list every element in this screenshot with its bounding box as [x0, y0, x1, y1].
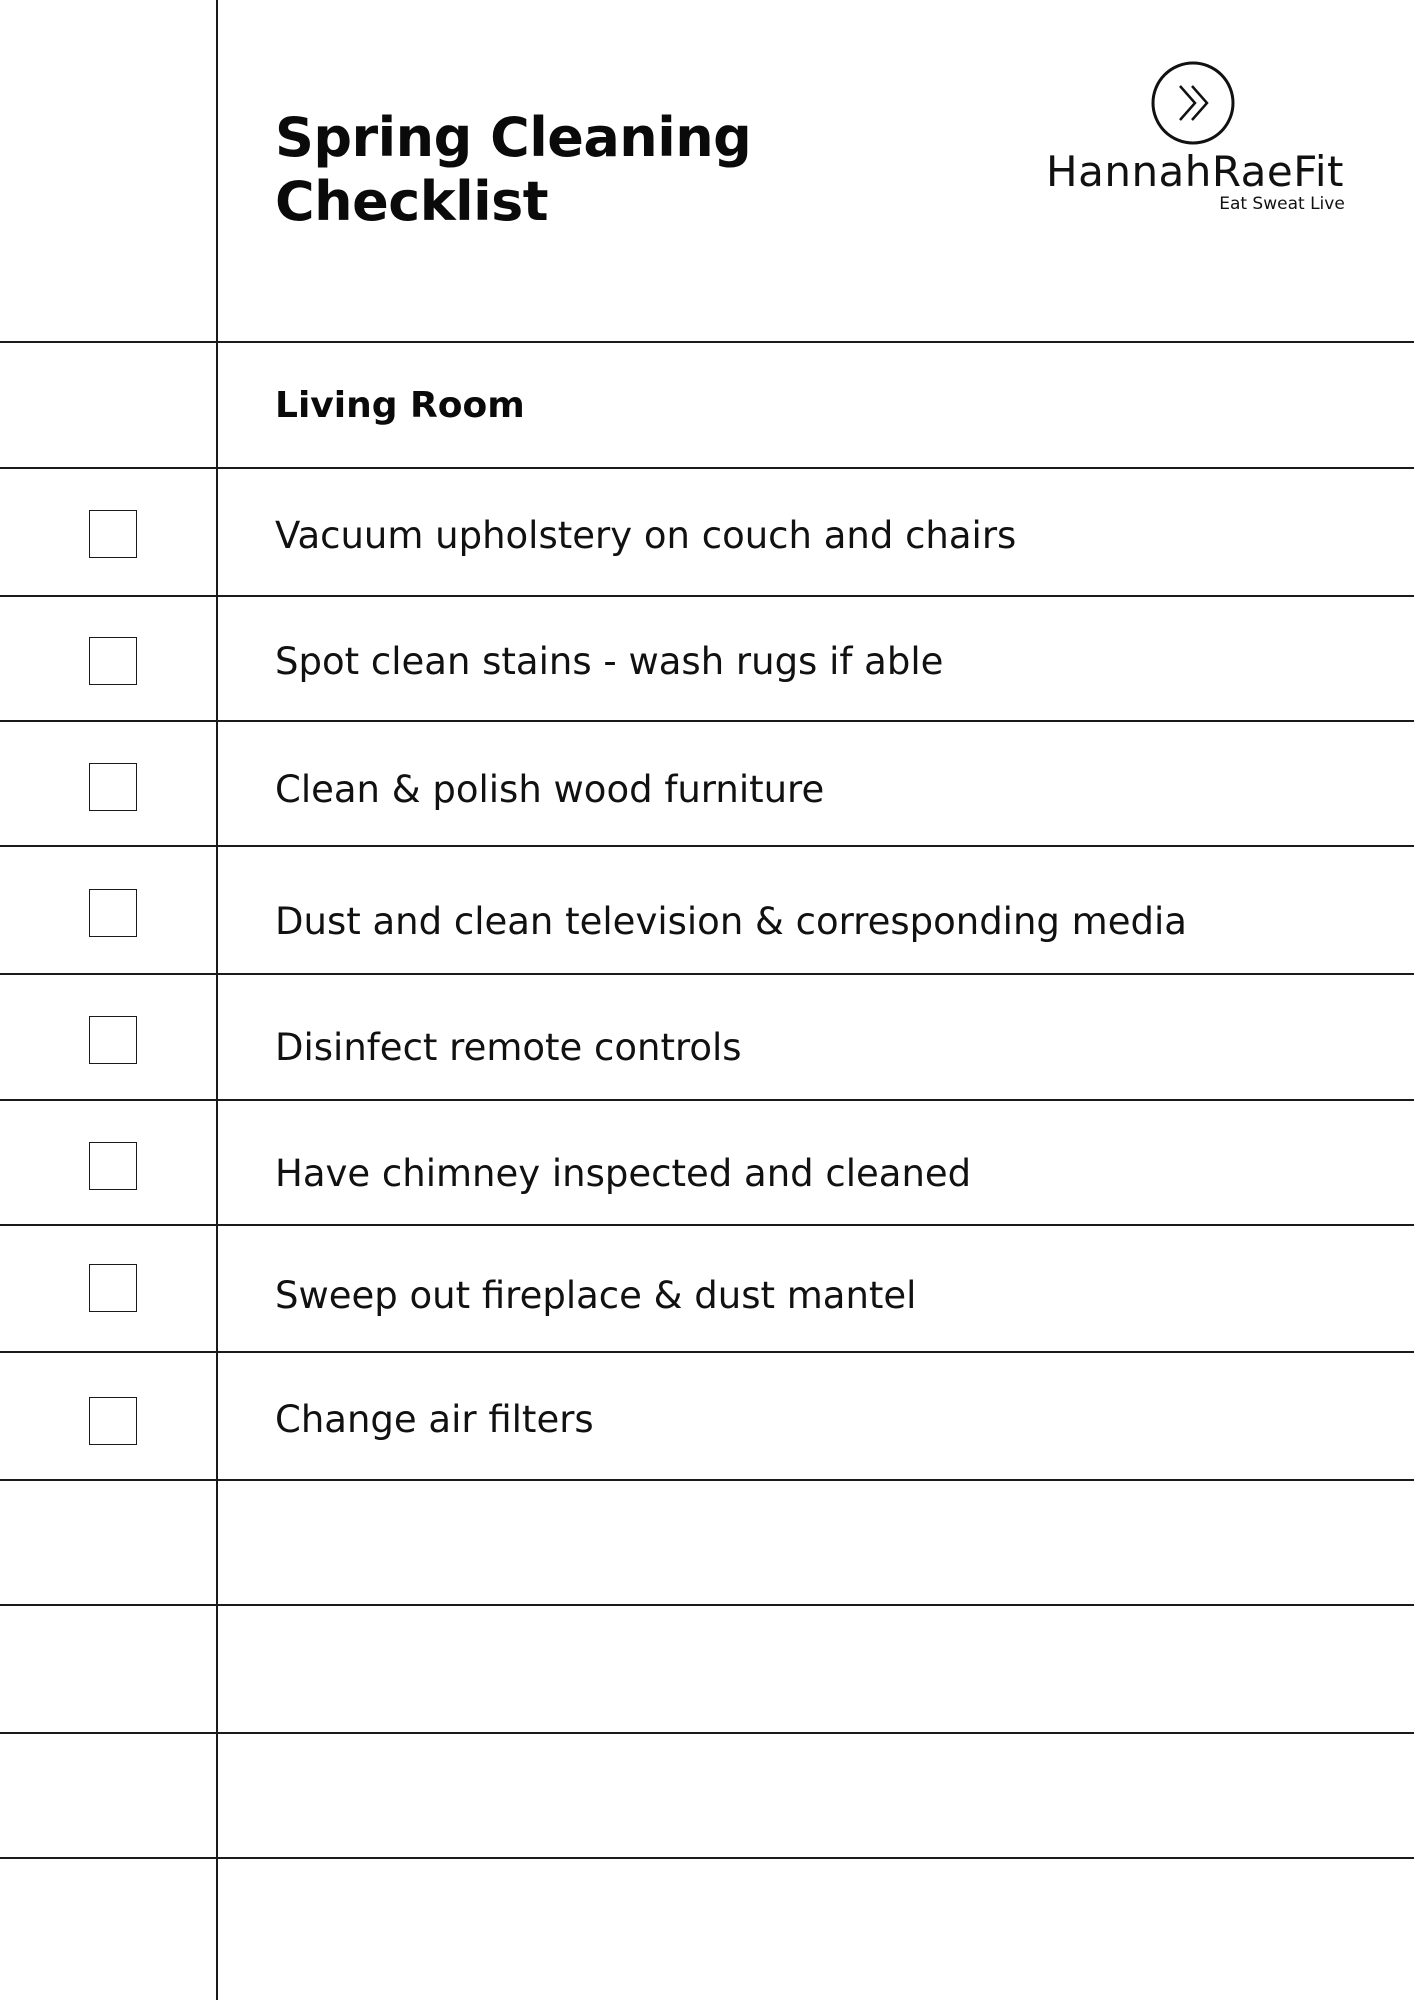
row-divider — [0, 1857, 1414, 1859]
checkbox-item-3[interactable] — [89, 763, 137, 811]
row-divider — [0, 1099, 1414, 1101]
checkbox-item-6[interactable] — [89, 1142, 137, 1190]
row-divider — [0, 1479, 1414, 1481]
row-divider — [0, 720, 1414, 722]
brand-block — [1030, 56, 1360, 226]
row-divider — [0, 595, 1414, 597]
row-divider — [0, 1224, 1414, 1226]
checklist-item-label: Spot clean stains - wash rugs if able — [275, 640, 944, 683]
row-divider — [0, 341, 1414, 343]
row-divider — [0, 467, 1414, 469]
row-divider — [0, 1732, 1414, 1734]
checkbox-item-5[interactable] — [89, 1016, 137, 1064]
page-title-line-1: Spring Cleaning — [275, 106, 752, 169]
page-title — [275, 106, 751, 234]
checklist-item-label: Disinfect remote controls — [275, 1026, 742, 1069]
checkbox-item-4[interactable] — [89, 889, 137, 937]
checklist-item-label: Dust and clean television & corresponding media — [275, 900, 1187, 943]
checklist-item-label: Sweep out fireplace & dust mantel — [275, 1274, 917, 1317]
section-title: Living Room — [275, 385, 525, 426]
double-chevron-right-circle-icon — [1150, 60, 1236, 146]
row-divider — [0, 845, 1414, 847]
row-divider — [0, 1604, 1414, 1606]
checklist-item-label: Vacuum upholstery on couch and chairs — [275, 514, 1017, 557]
brand-name: HannahRaeFit — [1046, 147, 1344, 196]
checkbox-item-1[interactable] — [89, 510, 137, 558]
checklist-item-label: Clean & polish wood furniture — [275, 768, 825, 811]
checklist-item-label: Change air filters — [275, 1398, 594, 1441]
checklist-item-label: Have chimney inspected and cleaned — [275, 1152, 972, 1195]
column-divider — [216, 0, 218, 2000]
page-title-line-2: Checklist — [275, 170, 549, 233]
checkbox-item-7[interactable] — [89, 1264, 137, 1312]
row-divider — [0, 973, 1414, 975]
checkbox-item-2[interactable] — [89, 637, 137, 685]
brand-tagline: Eat Sweat Live — [1219, 194, 1345, 214]
checkbox-item-8[interactable] — [89, 1397, 137, 1445]
row-divider — [0, 1351, 1414, 1353]
